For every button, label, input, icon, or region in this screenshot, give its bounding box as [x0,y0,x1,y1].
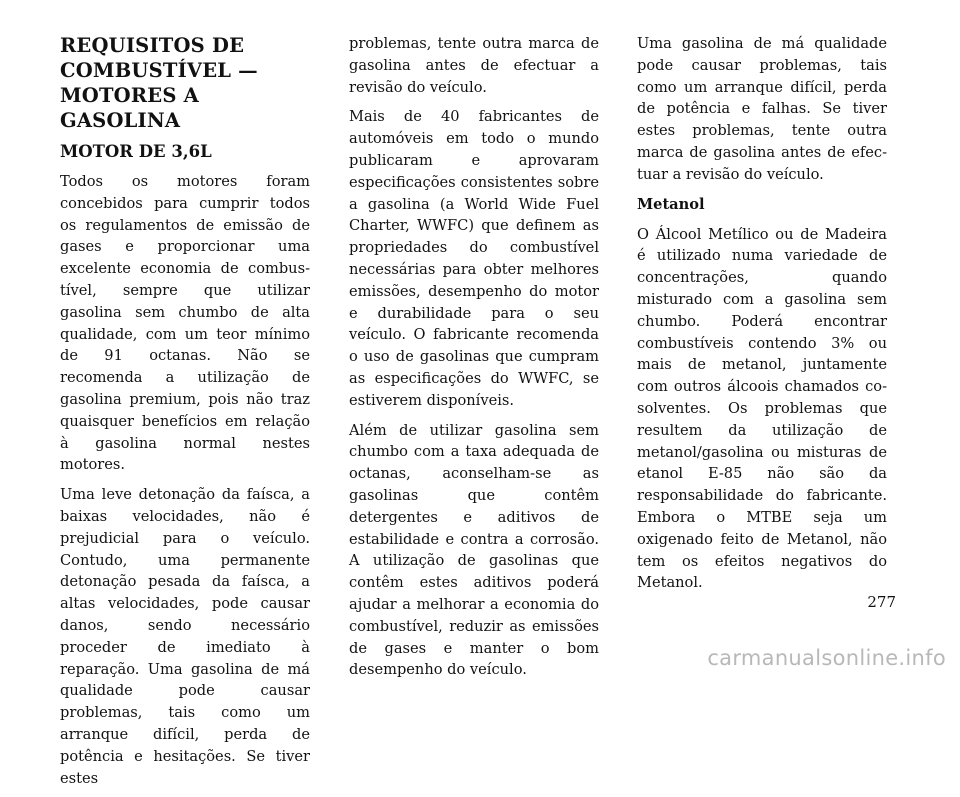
paragraph: Todos os motores foram concebidos para cumprir todos os regulamentos de emissão de gases e proporcionar uma excelente economia de combustível, sempre que utilizar gasolina sem chumbo de alta qualidade, com um teor mínimo de 91 octanas. Não se recomenda a utilização de gasolina premium, pois não traz quaisquer benefícios em relação à gasolina normal nestes motores. [60,173,310,474]
page-heading: REQUISITOS DE COMBUSTÍVEL — MOTORES A GASOLINA [60,34,258,132]
paragraph: Mais de 40 fabricantes de automóveis em todo o mundo publicaram e aprovaram especificações consistentes sobre a gasolina (a World Wide Fuel Charter, WWFC) que definem as propriedades do combustível necessárias para obter melhores emissões, desempenho do motor e durabilidade para o seu veículo. O fabricante recomenda o uso de gasolinas que cumpram as especificações do WWFC, se estiverem disponíveis. [349,108,599,409]
column-2 [349,33,599,689]
paragraph: Além de utilizar gasolina sem chumbo com a taxa adequada de octanas, aconselham-se as gasolinas que contêm detergentes e aditivos de estabilidade e contra a corrosão. A utilização de gasolinas que contêm estes aditivos poderá ajudar a melhorar a economia do combustível, reduzir as emissões de gases e manter o bom desempenho do veículo. [349,421,599,679]
column-3 [637,33,887,602]
paragraph: problemas, tente outra marca de gasolina antes de efectuar a revisão do veículo. [349,35,599,96]
section-title-metanol: Metanol [637,195,705,213]
page-number: 277 [867,593,896,611]
paragraph: O Álcool Metílico ou de Madeira é utilizado numa variedade de concentrações, quando misturado com a gasolina sem chumbo. Poderá encontrar combustíveis contendo 3% ou mais de metanol, juntamente com outros álcoois chamados co-solventes. Os problemas que resultem da utilização de metanol/gasolina ou misturas de etanol E-85 não são da responsabilidade do fabricante. Embora o MTBE seja um oxigenado feito de Metanol, não tem os efeitos negativos do Metanol. [637,225,887,592]
section-subheading: MOTOR DE 3,6L [60,142,212,161]
paragraph: Uma leve detonação da faísca, a baixas velocidades, não é prejudicial para o veículo. Contudo, uma permanente detonação pesada da faísca, a altas velocidades, pode causar danos, sendo necessário proceder de imediato à reparação. Uma gasolina de má qualidade pode causar problemas, tais como um arranque difícil, perda de potência e hesitações. Se tiver estes [60,486,310,787]
paragraph: Uma gasolina de má qualidade pode causar problemas, tais como um arranque difícil, perda de potência e falhas. Se tiver estes problemas, tente outra marca de gasolina antes de efectuar a revisão do veículo. [637,35,887,183]
column-1 [60,33,310,797]
watermark: carmanualsonline.info [707,646,946,670]
